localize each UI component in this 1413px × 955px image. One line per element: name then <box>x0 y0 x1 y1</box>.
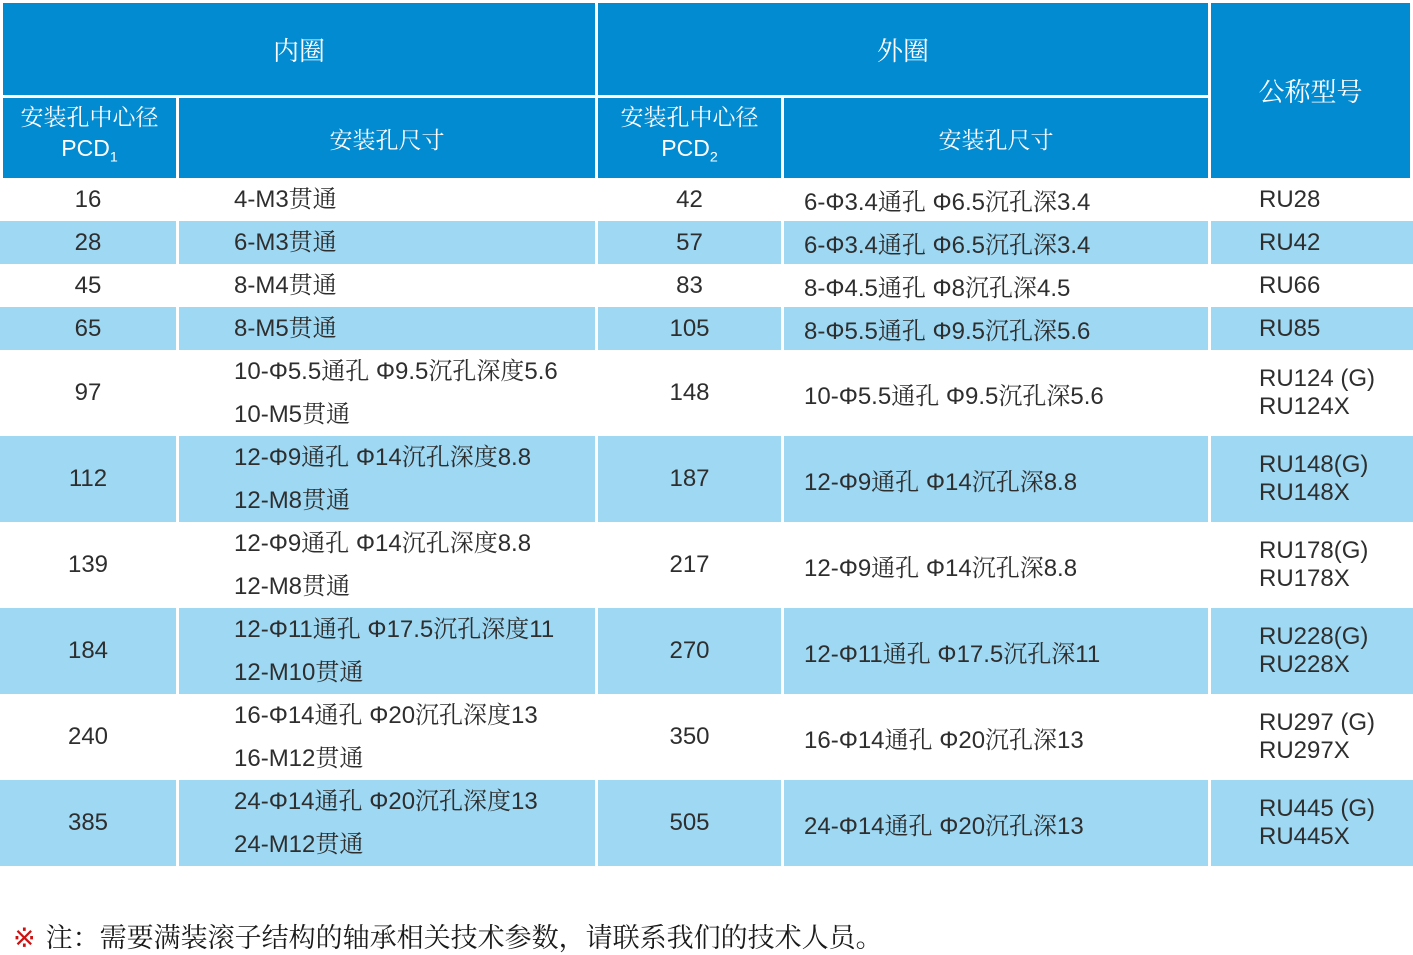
cell-line: 270 <box>669 637 710 664</box>
cell-line: 24-Φ14通孔 Φ20沉孔深13 <box>804 812 1084 840</box>
outer-hole-size-cell <box>784 350 1208 436</box>
inner-hole-size-cell <box>179 522 595 608</box>
pcd2-cell <box>598 221 781 264</box>
cell-line: 8-M5贯通 <box>234 314 337 342</box>
cell-line: 12-M8贯通 <box>234 572 351 600</box>
inner-hole-size-cell <box>179 780 595 866</box>
inner-hole-size-cell <box>179 221 595 264</box>
pcd2-cell <box>598 780 781 866</box>
inner-hole-size-cell <box>179 694 595 780</box>
pcd2-cell <box>598 178 781 221</box>
cell-line: 12-M8贯通 <box>234 486 351 514</box>
cell-line: 217 <box>669 551 710 578</box>
outer-hole-size-cell <box>784 522 1208 608</box>
cell-line: RU297X <box>1259 737 1350 764</box>
inner-hole-size-cell <box>179 436 595 522</box>
table-row <box>0 436 1413 522</box>
outer-hole-size-cell <box>784 221 1208 264</box>
cell-line: RU228(G) <box>1259 623 1369 650</box>
cell-line: 24-Φ14通孔 Φ20沉孔深度13 <box>234 787 538 815</box>
header-pcd2-symbol: $PCD_2$ <box>661 135 718 166</box>
model-cell <box>1211 221 1413 264</box>
cell-line: 12-Φ9通孔 Φ14沉孔深度8.8 <box>234 529 532 557</box>
cell-line: 57 <box>676 228 703 256</box>
footnote-text: 注：需要满装滚子结构的轴承相关技术参数，请联系我们的技术人员。 <box>45 923 883 953</box>
cell-line: 385 <box>67 809 109 836</box>
model-cell <box>1211 264 1413 307</box>
table-row <box>0 522 1413 608</box>
cell-line: 6-Φ3.4通孔 Φ6.5沉孔深3.4 <box>804 189 1091 216</box>
pcd1-cell <box>0 307 176 350</box>
cell-line: RU124 (G) <box>1259 365 1376 392</box>
cell-line: 97 <box>74 379 102 406</box>
header-pcd2 <box>598 98 781 178</box>
model-cell <box>1211 608 1413 694</box>
cell-line: 16 <box>74 185 102 213</box>
footnote <box>0 916 1413 955</box>
outer-hole-size-cell <box>784 780 1208 866</box>
model-cell <box>1211 350 1413 436</box>
header-model-label: 公称型号 <box>1258 77 1363 107</box>
pcd2-cell <box>598 522 781 608</box>
footnote-marker: ※ <box>13 923 36 953</box>
table-row <box>0 350 1413 436</box>
outer-hole-size-cell <box>784 178 1208 221</box>
pcd2-cell <box>598 307 781 350</box>
cell-line: 350 <box>669 723 710 750</box>
cell-line: RU178X <box>1259 565 1350 592</box>
cell-line: 4-M3贯通 <box>234 185 337 213</box>
header-pcd1-caption: 安装孔中心径 <box>20 104 159 131</box>
cell-line: 16-Φ14通孔 Φ20沉孔深13 <box>804 726 1084 754</box>
cell-line: 6-Φ3.4通孔 Φ6.5沉孔深3.4 <box>804 232 1091 259</box>
cell-line: 6-M3贯通 <box>234 228 337 256</box>
inner-hole-size-cell <box>179 350 595 436</box>
header-pcd1-symbol: $PCD_1$ <box>61 135 118 166</box>
table-header <box>0 0 1413 178</box>
cell-line: 12-Φ9通孔 Φ14沉孔深8.8 <box>804 468 1078 496</box>
pcd1-cell <box>0 264 176 307</box>
header-pcd1 <box>3 98 176 178</box>
cell-line: 16-Φ14通孔 Φ20沉孔深度13 <box>234 701 538 729</box>
pcd1-cell <box>0 221 176 264</box>
cell-line: 505 <box>669 809 710 836</box>
model-cell <box>1211 694 1413 780</box>
cell-line: 10-Φ5.5通孔 Φ9.5沉孔深度5.6 <box>234 357 558 385</box>
model-cell <box>1211 436 1413 522</box>
outer-hole-size-cell <box>784 307 1208 350</box>
cell-line: 105 <box>669 314 710 342</box>
pcd2-cell <box>598 264 781 307</box>
cell-line: 187 <box>669 465 710 492</box>
cell-line: RU178(G) <box>1259 537 1369 564</box>
cell-line: 184 <box>67 637 109 664</box>
header-inner-ring-group <box>3 3 595 95</box>
model-cell <box>1211 178 1413 221</box>
cell-line: 112 <box>68 465 108 492</box>
table-row <box>0 608 1413 694</box>
header-pcd2-caption: 安装孔中心径 <box>620 104 759 131</box>
header-outer-ring-group <box>598 3 1208 95</box>
cell-line: RU28 <box>1259 185 1321 213</box>
pcd1-cell <box>0 350 176 436</box>
cell-line: 12-Φ11通孔 Φ17.5沉孔深度11 <box>234 615 555 643</box>
cell-line: 24-M12贯通 <box>234 830 364 858</box>
cell-line: 8-Φ5.5通孔 Φ9.5沉孔深5.6 <box>804 318 1091 345</box>
cell-line: RU228X <box>1259 651 1350 678</box>
inner-hole-size-cell <box>179 178 595 221</box>
cell-line: RU297 (G) <box>1259 709 1376 736</box>
table-row <box>0 780 1413 866</box>
pcd2-cell <box>598 694 781 780</box>
table-row <box>0 307 1413 350</box>
pcd1-cell <box>0 780 176 866</box>
model-cell <box>1211 307 1413 350</box>
cell-line: RU148X <box>1259 479 1350 506</box>
cell-line: RU66 <box>1259 271 1321 299</box>
cell-line: 240 <box>67 723 109 750</box>
cell-line: 8-M4贯通 <box>234 271 337 299</box>
cell-line: 45 <box>74 271 102 299</box>
cell-line: 8-Φ4.5通孔 Φ8沉孔深4.5 <box>804 275 1071 302</box>
cell-line: 12-Φ9通孔 Φ14沉孔深8.8 <box>804 554 1078 582</box>
cell-line: RU85 <box>1259 314 1321 342</box>
cell-line: 12-M10贯通 <box>234 658 364 686</box>
pcd1-cell <box>0 178 176 221</box>
header-model-column <box>1211 3 1410 178</box>
cell-line: 12-Φ9通孔 Φ14沉孔深度8.8 <box>234 443 532 471</box>
outer-hole-size-cell <box>784 694 1208 780</box>
cell-line: 12-Φ11通孔 Φ17.5沉孔深11 <box>804 640 1101 668</box>
pcd2-cell <box>598 350 781 436</box>
cell-line: 148 <box>669 379 710 406</box>
cell-line: 10-M5贯通 <box>234 400 351 428</box>
table-row <box>0 221 1413 264</box>
model-cell <box>1211 522 1413 608</box>
cell-line: 83 <box>676 271 703 299</box>
header-inner-ring-label: 内圈 <box>272 35 325 66</box>
inner-hole-size-cell <box>179 307 595 350</box>
pcd1-cell <box>0 522 176 608</box>
pcd1-cell <box>0 694 176 780</box>
table-row <box>0 264 1413 307</box>
header-outer-hole-size: 安装孔尺寸 <box>784 98 1208 178</box>
pcd2-cell <box>598 436 781 522</box>
table-row <box>0 694 1413 780</box>
pcd2-cell <box>598 608 781 694</box>
cell-line: 28 <box>74 228 102 256</box>
inner-hole-size-cell <box>179 264 595 307</box>
table-body <box>0 178 1413 866</box>
cell-line: RU124X <box>1259 393 1350 420</box>
cell-line: RU148(G) <box>1259 451 1369 478</box>
model-cell <box>1211 780 1413 866</box>
header-outer-ring-label: 外圈 <box>876 35 929 66</box>
table-row <box>0 178 1413 221</box>
header-inner-hole-size: 安装孔尺寸 <box>179 98 595 178</box>
cell-line: RU445X <box>1259 823 1350 850</box>
cell-line: 139 <box>67 551 109 578</box>
inner-hole-size-cell <box>179 608 595 694</box>
cell-line: 42 <box>676 185 703 213</box>
pcd1-cell <box>0 436 176 522</box>
cell-line: RU445 (G) <box>1259 795 1376 822</box>
pcd1-cell <box>0 608 176 694</box>
outer-hole-size-cell <box>784 436 1208 522</box>
outer-hole-size-cell <box>784 264 1208 307</box>
cell-line: 10-Φ5.5通孔 Φ9.5沉孔深5.6 <box>804 382 1104 410</box>
cell-line: 16-M12贯通 <box>234 744 364 772</box>
cell-line: RU42 <box>1259 228 1321 256</box>
cell-line: 65 <box>74 314 102 342</box>
outer-hole-size-cell <box>784 608 1208 694</box>
